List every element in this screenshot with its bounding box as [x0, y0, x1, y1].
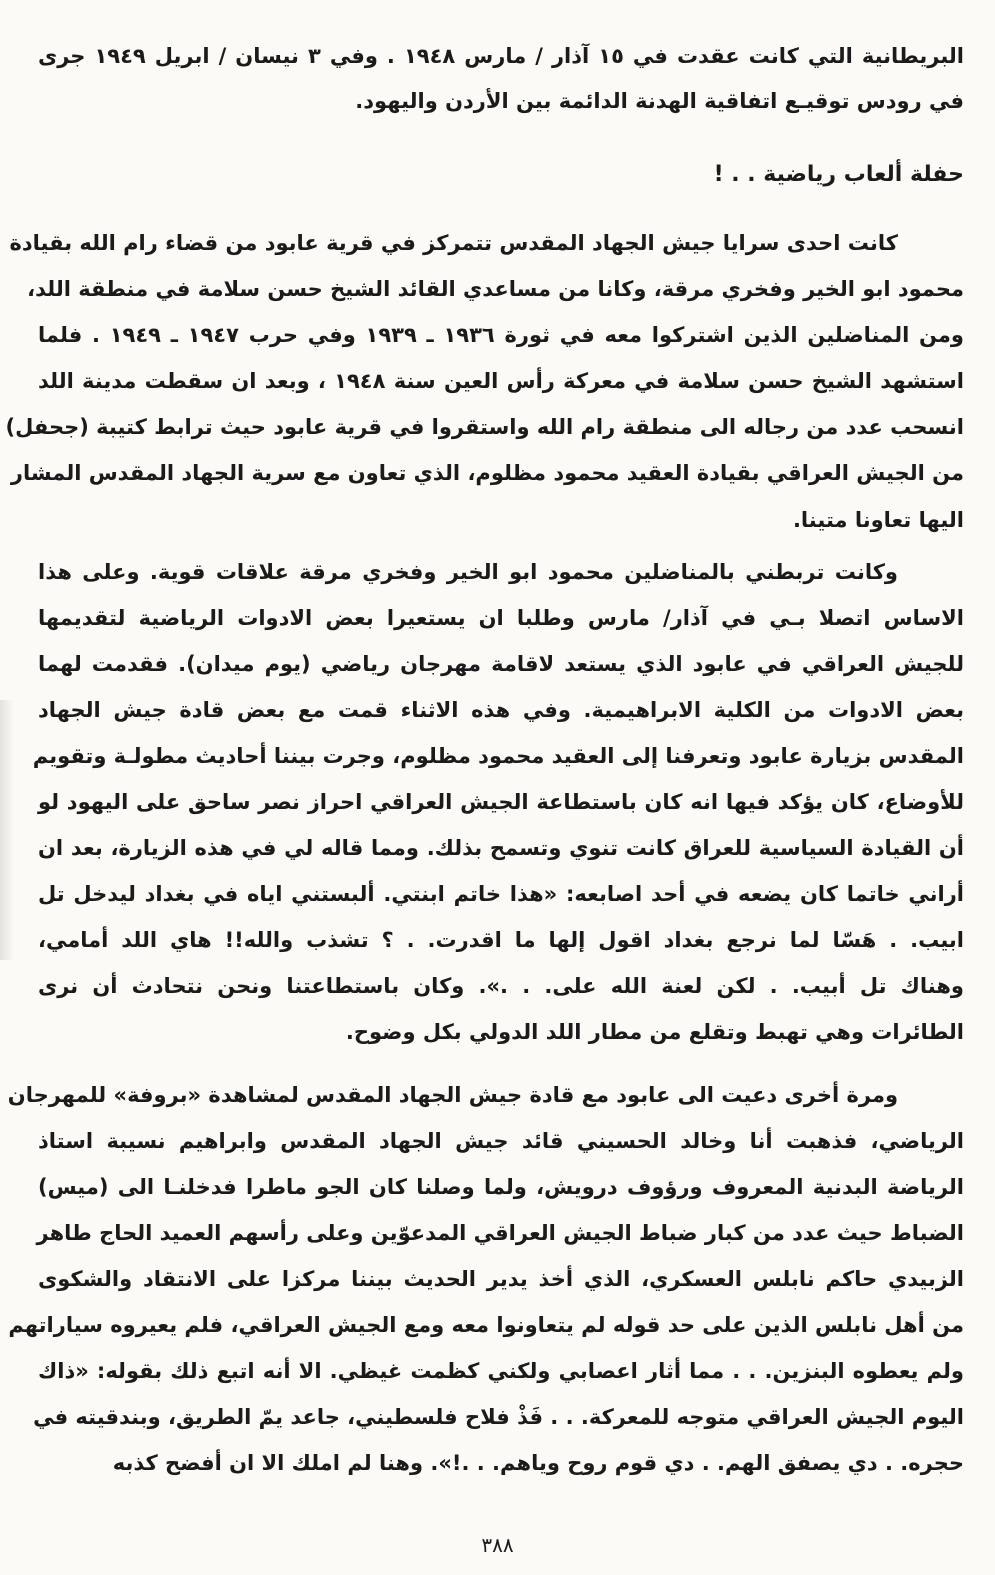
text-line: ولم يعطوه البنزين. . . مما أثار اعصابي ولكني كظمت غيظي. الا أنه اتبع ذلك بقوله: «ذاك: [38, 1359, 964, 1383]
text-line: الطائرات وهي تهبط وتقلع من مطار اللد الدولي بكل وضوح.: [345, 1020, 964, 1044]
scan-shadow: [0, 700, 14, 960]
text-line: المقدس بزيارة عابود وتعرفنا إلى العقيد محمود مظلوم، وجرت بيننا أحاديث مطولـة وتقويم: [32, 744, 964, 768]
text-line: للجيش العراقي في عابود الذي يستعد لاقامة مهرجان رياضي (يوم ميدان). فقدمت لهما: [38, 652, 964, 676]
text-line: من الجيش العراقي بقيادة العقيد محمود مظلوم، الذي تعاون مع سرية الجهاد المقدس المشار: [10, 461, 964, 485]
text-line: البريطانية التي كانت عقدت في ١٥ آذار / مارس ١٩٤٨ . وفي ٣ نيسان / ابريل ١٩٤٩ جرى: [38, 44, 964, 68]
page-number: ٣٨٨: [481, 1533, 514, 1557]
text-line: الرياضة البدنية المعروف ورؤوف درويش، ولما وصلنا كان الجو ماطرا فدخلنـا الى (ميس): [38, 1175, 964, 1199]
text-line: وكانت تربطني بالمناضلين محمود ابو الخير وفخري مرقة علاقات قوية. وعلى هذا: [38, 560, 898, 584]
text-line: بعض الادوات من الكلية الابراهيمية. وفي هذه الاثناء قمت مع بعض قادة جيش الجهاد: [38, 698, 964, 722]
text-line: وهناك تل أبيب. . لكن لعنة الله على. . .». وكان باستطاعتنا ونحن نتحادث أن نرى: [38, 974, 964, 998]
text-line: الزبيدي حاكم نابلس العسكري، الذي أخذ يدير الحديث بيننا مركزا على الانتقاد والشكوى: [38, 1267, 964, 1291]
text-line: للأوضاع، كان يؤكد فيها انه كان باستطاعة الجيش العراقي احراز نصر ساحق على اليهود لو: [38, 790, 964, 814]
text-line: اليوم الجيش العراقي متوجه للمعركة. . . فَذْ فلاح فلسطيني، جاعد يمّ الطريق، وبندقيته في: [33, 1405, 964, 1429]
text-line: كانت احدى سرايا جيش الجهاد المقدس تتمركز في قرية عابود من قضاء رام الله بقيادة: [9, 231, 898, 255]
text-line: أن القيادة السياسية للعراق كانت تنوي وتسمح بذلك. ومما قاله لي في هذه الزيارة، بعد ان: [38, 836, 964, 860]
section-heading: حفلة ألعاب رياضية . . !: [713, 162, 964, 187]
text-line: من أهل نابلس الذين على حد قوله لم يتعاونوا معه ومع الجيش العراقي، فلم يعيروه سياراتهم: [8, 1313, 964, 1337]
text-line: انسحب عدد من رجاله الى منطقة رام الله واستقروا في قرية عابود حيث ترابط كتيبة (جحفل): [5, 415, 964, 439]
text-line: استشهد الشيخ حسن سلامة في معركة رأس العين سنة ١٩٤٨ ، وبعد ان سقطت مدينة اللد: [38, 369, 964, 393]
text-line: في رودس توقيـع اتفاقية الهدنة الدائمة بين الأردن واليهود.: [355, 89, 964, 113]
text-line: الاساس اتصلا بـي في آذار/ مارس وطلبا ان يستعيرا بعض الادوات الرياضية لتقديمها: [38, 606, 964, 630]
text-line: الضباط حيث عدد من كبار ضباط الجيش العراقي المدعوّين وعلى رأسهم العميد الحاج طاهر: [36, 1221, 964, 1245]
text-line: الرياضي، فذهبت أنا وخالد الحسيني قائد جيش الجهاد المقدس وابراهيم نسيبة استاذ: [38, 1129, 964, 1153]
text-line: أراني خاتما كان يضعه في أحد اصابعه: «هذا خاتم ابنتي. ألبستني اياه في بغداد ليدخل تل: [38, 882, 964, 906]
text-line: محمود ابو الخير وفخري مرقة، وكانا من مساعدي القائد الشيخ حسن سلامة في منطقة اللد،: [27, 277, 964, 301]
text-line: ابيب. . هَسّا لما نرجع بغداد اقول إلها ما اقدرت. . ؟ تشذب والله!! هاي اللد أمامي،: [38, 928, 964, 952]
text-line: حجره. . دي يصفق الهم. . دي قوم روح وياهم. . .!». وهنا لم املك الا ان أفضح كذبه: [112, 1451, 964, 1475]
text-line: اليها تعاونا متينا.: [792, 508, 964, 532]
text-line: ومن المناضلين الذين اشتركوا معه في ثورة ١٩٣٦ ـ ١٩٣٩ وفي حرب ١٩٤٧ ـ ١٩٤٩ . فلما: [38, 323, 964, 347]
text-line: ومرة أخرى دعيت الى عابود مع قادة جيش الجهاد المقدس لمشاهدة «بروفة» للمهرجان: [7, 1083, 898, 1107]
